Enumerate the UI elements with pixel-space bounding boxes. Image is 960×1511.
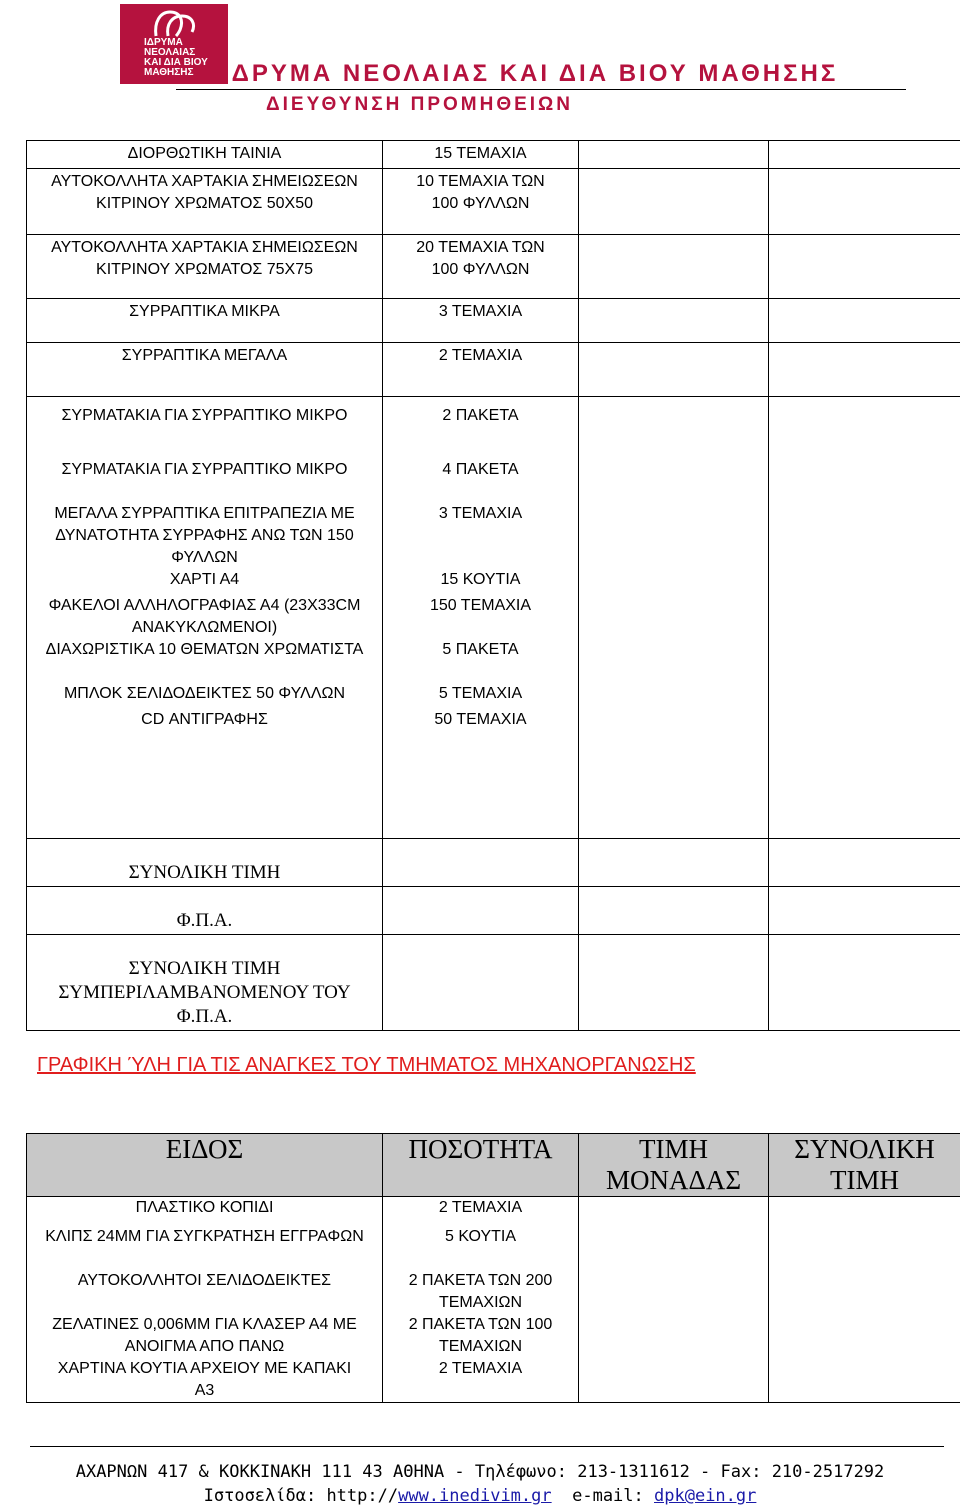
item-text: ΜΕΓΑΛΑ ΣΥΡΡΑΠΤΙΚΑ ΕΠΙΤΡΑΠΕΖΙΑ ΜΕ ΔΥΝΑΤΟΤΗΤΑ ΣΥΡΡΑΦΗΣ ΑΝΩ ΤΩΝ 150 ΦΥΛΛΩΝ (54, 505, 355, 566)
total-price-cell (769, 169, 960, 235)
logo-line: ΜΑΘΗΣΗΣ (144, 67, 194, 78)
quantity-text: 5 ΠΑΚΕΤΑ (442, 641, 519, 658)
header-item: ΕΙΔΟΣ (27, 1134, 383, 1197)
quantity-cell: 3 ΤΕΜΑΧΙΑ (383, 299, 579, 343)
quantity-text: 15 ΚΟΥΤΙΑ (440, 571, 521, 588)
header-unit-price (579, 1134, 769, 1197)
quantity-text: 5 ΤΕΜΑΧΙΑ (438, 685, 523, 702)
quantity-text: 3 ΤΕΜΑΧΙΑ (438, 505, 523, 522)
item-text: ΚΛΙΠΣ 24ΜΜ ΓΙΑ ΣΥΓΚΡΑΤΗΣΗ ΕΓΓΡΑΦΩΝ (45, 1228, 364, 1245)
total-incl-vat-text: ΣΥΝΟΛΙΚΗ ΤΙΜΗ ΣΥΜΠΕΡΙΛΑΜΒΑΝΟΜΕΝΟΥ ΤΟΥ Φ.Π.Α. (58, 958, 351, 1027)
quantity-text: 2 ΠΑΚΕΤΑ ΤΩΝ 100 ΤΕΜΑΧΙΩΝ (408, 1316, 553, 1355)
table-row (27, 141, 960, 169)
empty-cell (579, 839, 769, 887)
unit-price-cell (579, 1197, 769, 1403)
empty-cell (579, 935, 769, 1031)
table-row (27, 299, 960, 343)
header-divider (176, 89, 906, 90)
item-text: ΜΠΛΟΚ ΣΕΛΙΔΟΔΕΙΚΤΕΣ 50 ΦΥΛΛΩΝ (63, 685, 346, 702)
website-link[interactable]: www.inedivim.gr (398, 1486, 552, 1506)
unit-price-cell (579, 141, 769, 169)
item-text: ΣΥΡΜΑΤΑΚΙΑ ΓΙΑ ΣΥΡΡΑΠΤΙΚΟ ΜΙΚΡΟ (61, 461, 348, 478)
quantity-cell-group (383, 397, 579, 839)
header-total-price (769, 1134, 960, 1197)
quantity-text: 20 ΤΕΜΑΧΙΑ ΤΩΝ 100 ΦΥΛΛΩΝ (416, 239, 545, 278)
item-cell: ΣΥΡΡΑΠΤΙΚΑ ΜΙΚΡΑ (27, 299, 383, 343)
organization-logo (120, 4, 228, 84)
quantity-cell: 15 ΤΕΜΑΧΙΑ (383, 141, 579, 169)
table-row-merged (27, 1197, 960, 1403)
organization-title: ΙΔΡΥΜΑ ΝΕΟΛΑΙΑΣ ΚΑΙ ΔΙΑ ΒΙΟΥ ΜΑΘΗΣΗΣ (222, 60, 839, 87)
quantity-text: 5 ΚΟΥΤΙΑ (444, 1228, 516, 1245)
table-header-row (27, 1134, 960, 1197)
logo-heads-icon (150, 8, 200, 38)
quantity-cell (383, 169, 579, 235)
vat-row (27, 887, 960, 935)
header-quantity: ΠΟΣΟΤΗΤΑ (383, 1134, 579, 1197)
quantity-text: 150 ΤΕΜΑΧΙΑ (429, 597, 532, 614)
footer-contact (0, 1486, 960, 1506)
logo-line: ΚΑΙ ΔΙΑ ΒΙΟΥ (144, 57, 208, 68)
quantity-text: 2 ΤΕΜΑΧΙΑ (438, 1199, 523, 1216)
item-text: ΧΑΡΤΙΝΑ ΚΟΥΤΙΑ ΑΡΧΕΙΟΥ ΜΕ ΚΑΠΑΚΙ Α3 (57, 1360, 352, 1399)
item-text: ΑΥΤΟΚΟΛΛΗΤΟΙ ΣΕΛΙΔΟΔΕΙΚΤΕΣ (77, 1272, 332, 1289)
quantity-text: 2 ΠΑΚΕΤΑ ΤΩΝ 200 ΤΕΜΑΧΙΩΝ (408, 1272, 553, 1311)
total-incl-vat-label (27, 935, 383, 1031)
item-text: ΧΑΡΤΙ Α4 (169, 571, 240, 588)
total-price-cell (769, 1197, 960, 1403)
item-cell: ΑΥΤΟΚΟΛΛΗΤΑ ΧΑΡΤΑΚΙΑ ΣΗΜΕΙΩΣΕΩΝ ΚΙΤΡΙΝΟΥ ΧΡΩΜΑΤΟΣ 75Χ75 (27, 235, 383, 299)
logo-line: ΝΕΟΛΑΙΑΣ (144, 47, 196, 58)
website-label: Ιστοσελίδα: http:// (203, 1486, 399, 1506)
logo-text (144, 38, 208, 78)
quantity-cell: 2 ΤΕΜΑΧΙΑ (383, 343, 579, 397)
total-price-cell (769, 141, 960, 169)
total-value-cell (383, 839, 579, 887)
total-price-cell (769, 343, 960, 397)
unit-price-cell (579, 169, 769, 235)
empty-cell (769, 935, 960, 1031)
email-link[interactable]: dpk@ein.gr (654, 1486, 757, 1506)
total-incl-vat-value-cell (383, 935, 579, 1031)
empty-cell (579, 887, 769, 935)
quantity-cell (383, 235, 579, 299)
table-row (27, 235, 960, 299)
quantity-cell-group (383, 1197, 579, 1403)
footer-address: ΑΧΑΡΝΩΝ 417 & ΚΟΚΚΙΝΑΚΗ 111 43 ΑΘΗΝΑ - Τηλέφωνο: 213-1311612 - Fax: 210-2517292 (75, 1462, 885, 1482)
unit-price-cell (579, 343, 769, 397)
total-incl-vat-row (27, 935, 960, 1031)
item-cell-group (27, 397, 383, 839)
unit-price-cell (579, 299, 769, 343)
quantity-text: 10 ΤΕΜΑΧΙΑ ΤΩΝ 100 ΦΥΛΛΩΝ (416, 173, 545, 212)
quantity-text: 2 ΠΑΚΕΤΑ (442, 407, 519, 424)
table-row (27, 343, 960, 397)
department-title: ΔΙΕΥΘΥΝΣΗ ΠΡΟΜΗΘΕΙΩΝ (266, 94, 574, 115)
total-price-cell (769, 397, 960, 839)
logo-line: ΙΔΡΥΜΑ (144, 37, 183, 48)
section-heading: ΓΡΑΦΙΚΗ ΎΛΗ ΓΙΑ ΤΙΣ ΑΝΑΓΚΕΣ ΤΟΥ ΤΜΗΜΑΤΟΣ ΜΗΧΑΝΟΡΓΑΝΩΣΗΣ (37, 1054, 696, 1076)
item-text: CD ΑΝΤΙΓΡΑΦΗΣ (141, 711, 268, 728)
footer-divider (30, 1446, 944, 1447)
total-price-cell (769, 299, 960, 343)
supplies-table-1 (26, 140, 960, 1031)
total-row (27, 839, 960, 887)
quantity-text: 50 ΤΕΜΑΧΙΑ (434, 711, 527, 728)
empty-cell (769, 887, 960, 935)
total-label: ΣΥΝΟΛΙΚΗ ΤΙΜΗ (27, 839, 383, 887)
table-row (27, 169, 960, 235)
item-cell-group (27, 1197, 383, 1403)
item-cell: ΔΙΟΡΘΩΤΙΚΗ ΤΑΙΝΙΑ (27, 141, 383, 169)
item-text: ΣΥΡΜΑΤΑΚΙΑ ΓΙΑ ΣΥΡΡΑΠΤΙΚΟ ΜΙΚΡΟ (61, 407, 348, 424)
item-text: ΠΛΑΣΤΙΚΟ ΚΟΠΙΔΙ (135, 1199, 274, 1216)
unit-price-cell (579, 235, 769, 299)
empty-cell (769, 839, 960, 887)
total-price-cell (769, 235, 960, 299)
quantity-text: 2 ΤΕΜΑΧΙΑ (438, 1360, 523, 1377)
supplies-table-2 (26, 1133, 960, 1403)
item-text: ΖΕΛΑΤΙΝΕΣ 0,006ΜΜ ΓΙΑ ΚΛΑΣΕΡ Α4 ΜΕ ΑΝΟΙΓΜΑ ΑΠΟ ΠΑΝΩ (52, 1316, 357, 1355)
header-total-price-text: ΣΥΝΟΛΙΚΗ ΤΙΜΗ (794, 1134, 935, 1195)
unit-price-cell (579, 397, 769, 839)
vat-label: Φ.Π.Α. (27, 887, 383, 935)
vat-value-cell (383, 887, 579, 935)
table-row-merged (27, 397, 960, 839)
header-unit-price-text: ΤΙΜΗ ΜΟΝΑΔΑΣ (605, 1134, 742, 1195)
item-cell: ΑΥΤΟΚΟΛΛΗΤΑ ΧΑΡΤΑΚΙΑ ΣΗΜΕΙΩΣΕΩΝ ΚΙΤΡΙΝΟΥ ΧΡΩΜΑΤΟΣ 50Χ50 (27, 169, 383, 235)
item-cell: ΣΥΡΡΑΠΤΙΚΑ ΜΕΓΑΛΑ (27, 343, 383, 397)
item-text: ΔΙΑΧΩΡΙΣΤΙΚΑ 10 ΘΕΜΑΤΩΝ ΧΡΩΜΑΤΙΣΤΑ (45, 641, 364, 658)
quantity-text: 4 ΠΑΚΕΤΑ (442, 461, 519, 478)
item-text: ΦΑΚΕΛΟΙ ΑΛΛΗΛΟΓΡΑΦΙΑΣ Α4 (23Χ33CM ΑΝΑΚΥΚΛΩΜΕΝΟΙ) (48, 597, 361, 636)
email-label: e-mail: (572, 1486, 644, 1506)
